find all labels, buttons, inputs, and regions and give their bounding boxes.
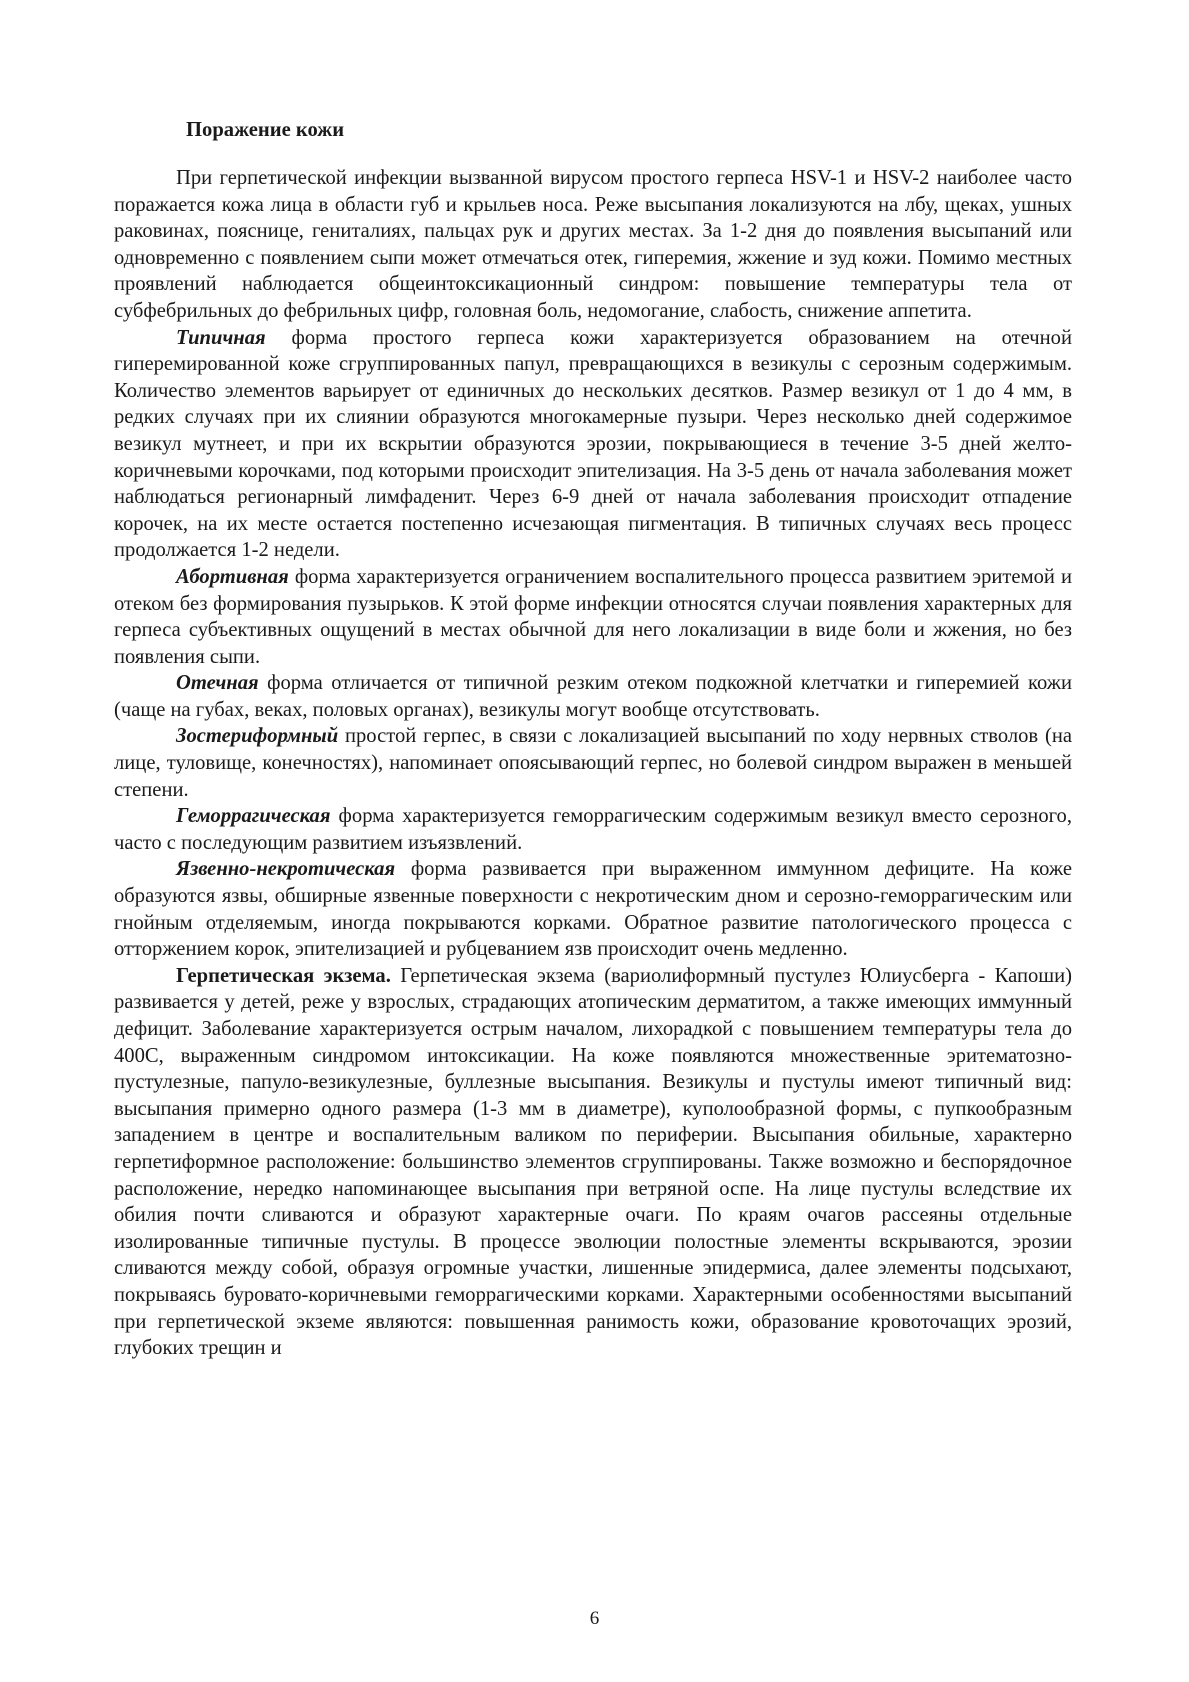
term-hemorrhagic: Геморрагическая [176,805,331,828]
paragraph-intro [114,165,1072,325]
paragraph-text: форма развивается при выраженном иммунном дефиците. На коже образуются язвы, обширные язвенные поверхности с некротическим дном и серозно-геморрагическим или гнойным отделяемым, иногда покрываются корками. Обратное развитие патологического процесса с отторжением корок, эпителизацией и рубцеванием язв происходит очень медленно. [114,858,1072,961]
paragraph-edematous-form [114,670,1072,723]
paragraph-text: форма отличается от типичной резким отеком подкожной клетчатки и гиперемией кожи (чаще на губах, веках, половых органах), везикулы могут вообще отсутствовать. [114,672,1072,721]
term-ulcerative-necrotic: Язвенно-некротическая [176,858,396,881]
page-number: 6 [589,1608,600,1629]
term-herpetic-eczema: Герпетическая экзема. [176,964,391,987]
paragraph-abortive-form [114,564,1072,670]
paragraph-text: форма простого герпеса кожи характеризуется образованием на отечной гиперемированной коже сгруппированных папул, превращающихся в везикулы с серозным содержимым. Количество элементов варьирует от единичных до нескольких десятков. Размер везикул от 1 до 4 мм, в редких случаях при их слиянии образуются многокамерные пузыри. Через несколько дней содержимое везикул мутнеет, и при их вскрытии образуются эрозии, покрывающиеся в течение 3-5 дней желто-коричневыми корочками, под которыми происходит эпителизация. На 3-5 день от начала заболевания может наблюдаться регионарный лимфаденит. Через 6-9 дней от начала заболевания происходит отпадение корочек, на их месте остается постепенно исчезающая пигментация. В типичных случаях весь процесс продолжается 1-2 недели. [114,326,1072,562]
paragraph-text: Герпетическая экзема (вариолиформный пустулез Юлиусберга - Капоши) развивается у детей, реже у взрослых, страдающих атопическим дерматитом, а также имеющих иммунный дефицит. Заболевание характеризуется острым началом, лихорадкой с повышением температуры тела до 400С, выраженным синдромом интоксикации. На коже появляются множественные эритематозно-пустулезные, папуло-везикулезные, буллезные высыпания. Везикулы и пустулы имеют типичный вид: высыпания примерно одного размера (1-3 мм в диаметре), куполообразной формы, с пупкообразным западением в центре и воспалительным валиком по периферии. Высыпания обильные, характерно герпетиформное расположение: большинство элементов сгруппированы. Также возможно и беспорядочное расположение, нередко напоминающее высыпания при ветряной оспе. На лице пустулы вследствие их обилия почти сливаются и образуют характерные очаги. По краям очагов рассеяны отдельные изолированные типичные пустулы. В процессе эволюции полостные элементы вскрываются, эрозии сливаются между собой, образуя огромные участки, лишенные эпидермиса, далее элементы подсыхают, покрываясь буровато-коричневыми геморрагическими корками. Характерными особенностями высыпаний при герпетической экземе являются: повышенная ранимость кожи, образование кровоточащих эрозий, глубоких трещин и [114,964,1072,1360]
term-zosteriform: Зостериформный [176,725,339,748]
paragraph-ulcerative-necrotic [114,856,1072,962]
term-abortive: Абортивная [176,565,289,588]
paragraph-herpetic-eczema [114,963,1072,1362]
term-edematous: Отечная [176,672,259,695]
term-typical: Типичная [176,326,266,349]
paragraph-zosteriform [114,723,1072,803]
paragraph-typical-form [114,325,1072,564]
paragraph-text: форма характеризуется ограничением воспалительного процесса развитием эритемой и отеком без формирования пузырьков. К этой форме инфекции относятся случаи появления характерных для герпеса субъективных ощущений в местах обычной для него локализации в виде боли и жжения, но без появления сыпи. [114,565,1072,668]
paragraph-text: простой герпес, в связи с локализацией высыпаний по ходу нервных стволов (на лице, туловище, конечностях), напоминает опоясывающий герпес, но болевой синдром выражен в меньшей степени. [114,725,1072,801]
body-text [114,165,1072,1362]
paragraph-hemorrhagic-form [114,803,1072,856]
section-title: Поражение кожи [186,119,345,141]
paragraph-text: При герпетической инфекции вызванной вирусом простого герпеса HSV-1 и HSV-2 наиболее часто поражается кожа лица в области губ и крыльев носа. Реже высыпания локализуются на лбу, щеках, ушных раковинах, пояснице, гениталиях, пальцах рук и других местах. За 1-2 дня до появления высыпаний или одновременно с появлением сыпи может отмечаться отек, гиперемия, жжение и зуд кожи. Помимо местных проявлений наблюдается общеинтоксикационный синдром: повышение температуры тела от субфебрильных до фебрильных цифр, головная боль, недомогание, слабость, снижение аппетита. [114,167,1072,322]
paragraph-text: форма характеризуется геморрагическим содержимым везикул вместо серозного, часто с последующим развитием изъязвлений. [114,805,1072,854]
